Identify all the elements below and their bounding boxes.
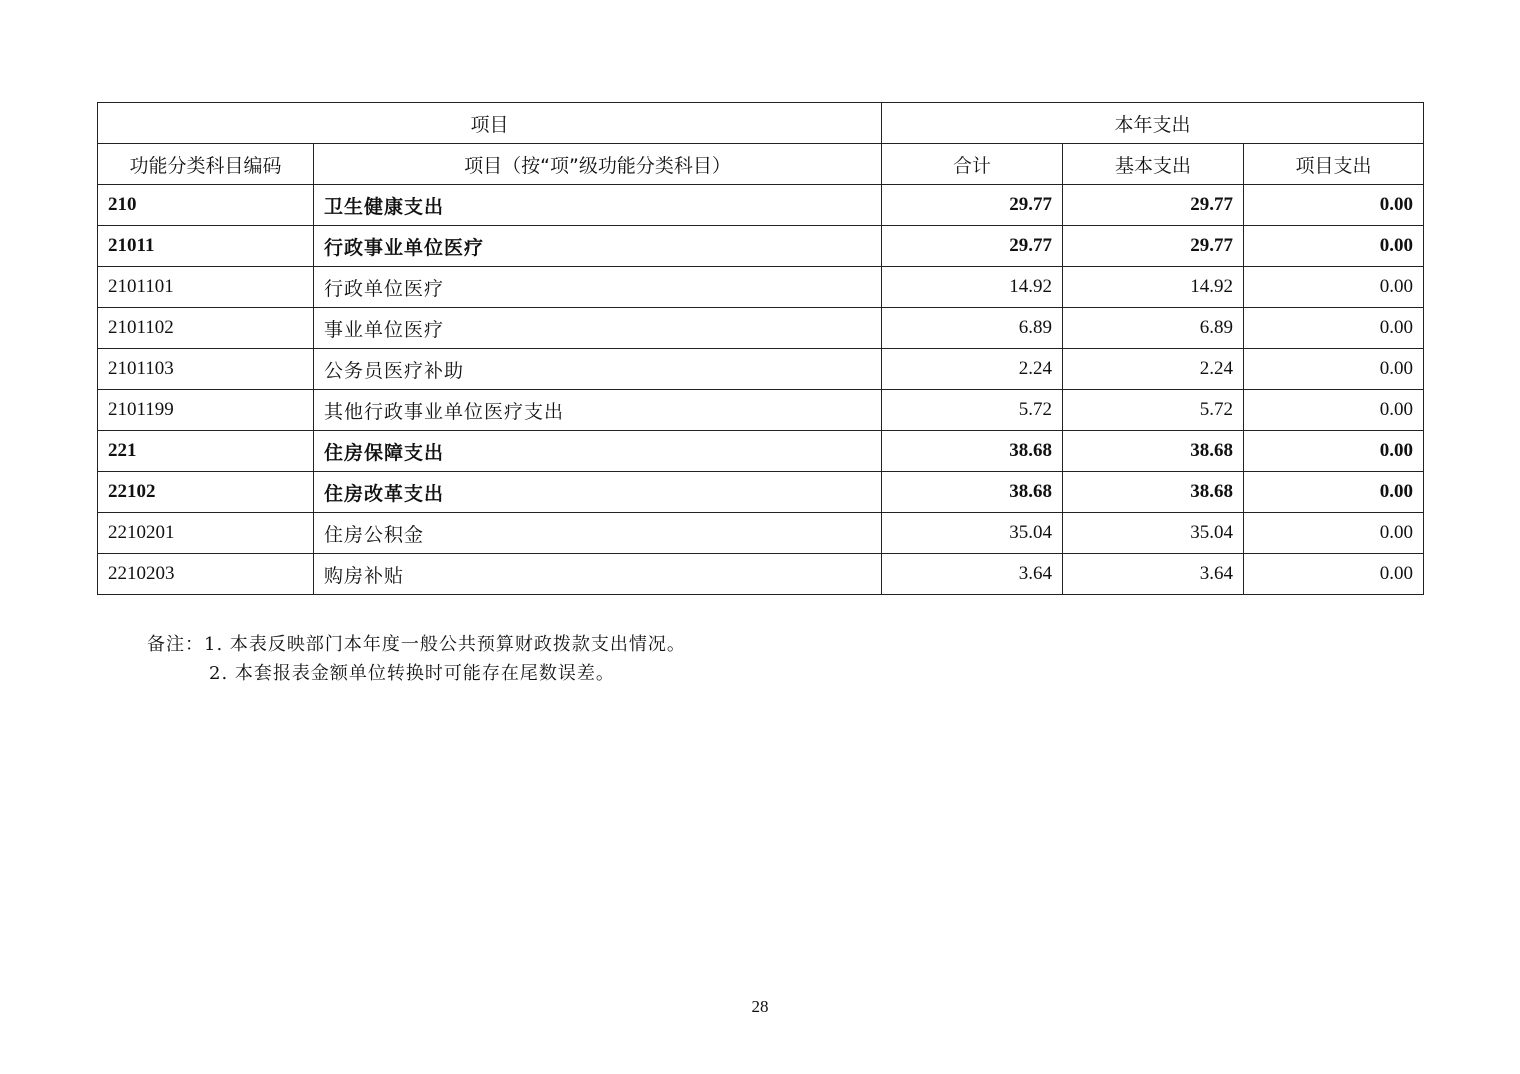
header-total: 合计 xyxy=(882,144,1063,185)
notes xyxy=(147,630,686,688)
row-basic: 29.77 xyxy=(1063,226,1244,267)
row-basic: 29.77 xyxy=(1063,185,1244,226)
table-body xyxy=(98,185,1424,595)
row-project: 0.00 xyxy=(1244,513,1424,554)
header-code: 功能分类科目编码 xyxy=(98,144,314,185)
row-project: 0.00 xyxy=(1244,226,1424,267)
row-project: 0.00 xyxy=(1244,185,1424,226)
table-row xyxy=(98,308,1424,349)
header-annual-expense: 本年支出 xyxy=(882,103,1424,144)
table-row xyxy=(98,185,1424,226)
row-code: 2101199 xyxy=(98,390,314,431)
row-total: 3.64 xyxy=(882,554,1063,595)
row-project: 0.00 xyxy=(1244,472,1424,513)
expense-table xyxy=(97,102,1424,595)
row-name: 住房保障支出 xyxy=(314,431,882,472)
row-code: 2101101 xyxy=(98,267,314,308)
row-code: 2210201 xyxy=(98,513,314,554)
row-basic: 38.68 xyxy=(1063,431,1244,472)
row-code: 2101102 xyxy=(98,308,314,349)
row-total: 2.24 xyxy=(882,349,1063,390)
row-basic: 35.04 xyxy=(1063,513,1244,554)
row-total: 6.89 xyxy=(882,308,1063,349)
table-row xyxy=(98,513,1424,554)
row-total: 38.68 xyxy=(882,472,1063,513)
row-code: 22102 xyxy=(98,472,314,513)
row-total: 29.77 xyxy=(882,226,1063,267)
row-name: 行政单位医疗 xyxy=(314,267,882,308)
row-name: 住房改革支出 xyxy=(314,472,882,513)
row-total: 14.92 xyxy=(882,267,1063,308)
table-row xyxy=(98,472,1424,513)
row-name: 事业单位医疗 xyxy=(314,308,882,349)
row-name: 卫生健康支出 xyxy=(314,185,882,226)
table-header-sub xyxy=(98,144,1424,185)
row-total: 38.68 xyxy=(882,431,1063,472)
table-header-top xyxy=(98,103,1424,144)
row-name: 其他行政事业单位医疗支出 xyxy=(314,390,882,431)
table-row xyxy=(98,349,1424,390)
header-name: 项目（按“项”级功能分类科目） xyxy=(314,144,882,185)
page-number: 28 xyxy=(751,997,769,1016)
table-row xyxy=(98,267,1424,308)
row-project: 0.00 xyxy=(1244,390,1424,431)
row-basic: 3.64 xyxy=(1063,554,1244,595)
row-code: 2210203 xyxy=(98,554,314,595)
row-code: 21011 xyxy=(98,226,314,267)
row-basic: 38.68 xyxy=(1063,472,1244,513)
table-row xyxy=(98,554,1424,595)
row-code: 210 xyxy=(98,185,314,226)
row-total: 5.72 xyxy=(882,390,1063,431)
note-line-2: 2. 本套报表金额单位转换时可能存在尾数误差。 xyxy=(209,663,615,684)
table-row xyxy=(98,431,1424,472)
row-project: 0.00 xyxy=(1244,267,1424,308)
header-project: 项目 xyxy=(98,103,882,144)
table-row xyxy=(98,390,1424,431)
row-project: 0.00 xyxy=(1244,554,1424,595)
row-project: 0.00 xyxy=(1244,431,1424,472)
row-basic: 5.72 xyxy=(1063,390,1244,431)
header-project-expense: 项目支出 xyxy=(1244,144,1424,185)
row-basic: 2.24 xyxy=(1063,349,1244,390)
row-name: 购房补贴 xyxy=(314,554,882,595)
row-code: 221 xyxy=(98,431,314,472)
row-basic: 6.89 xyxy=(1063,308,1244,349)
row-name: 住房公积金 xyxy=(314,513,882,554)
row-name: 行政事业单位医疗 xyxy=(314,226,882,267)
row-name: 公务员医疗补助 xyxy=(314,349,882,390)
row-code: 2101103 xyxy=(98,349,314,390)
note-line-1: 备注：1. 本表反映部门本年度一般公共预算财政拨款支出情况。 xyxy=(147,634,686,655)
row-project: 0.00 xyxy=(1244,349,1424,390)
row-project: 0.00 xyxy=(1244,308,1424,349)
table-row xyxy=(98,226,1424,267)
row-total: 29.77 xyxy=(882,185,1063,226)
header-basic: 基本支出 xyxy=(1063,144,1244,185)
row-basic: 14.92 xyxy=(1063,267,1244,308)
row-total: 35.04 xyxy=(882,513,1063,554)
